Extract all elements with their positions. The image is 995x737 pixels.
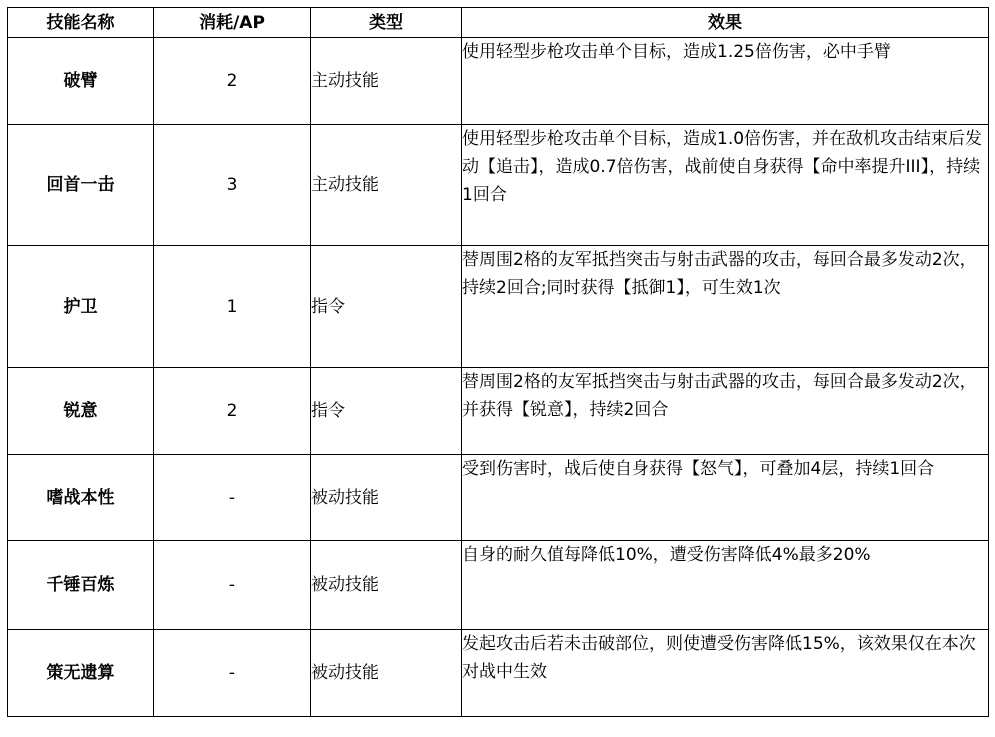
- effect-cell: 发起攻击后若未击破部位，则使遭受伤害降低15%，该效果仅在本次对战中生效: [462, 630, 989, 717]
- skill-type-cell: 指令: [311, 246, 462, 368]
- skill-type-cell: 主动技能: [311, 38, 462, 125]
- table-row: [8, 630, 989, 717]
- header-effect: 效果: [462, 8, 989, 38]
- ap-cost-cell: 2: [154, 38, 311, 125]
- ap-cost-cell: -: [154, 541, 311, 630]
- ap-cost-cell: -: [154, 455, 311, 541]
- effect-cell: 使用轻型步枪攻击单个目标，造成1.25倍伤害，必中手臂: [462, 38, 989, 125]
- skill-name-cell: 护卫: [8, 246, 154, 368]
- skill-name-cell: 嗜战本性: [8, 455, 154, 541]
- table-header-row: [8, 8, 989, 38]
- skills-table: [7, 7, 989, 717]
- header-type: 类型: [311, 8, 462, 38]
- skill-name-cell: 千锤百炼: [8, 541, 154, 630]
- table-row: [8, 455, 989, 541]
- skill-type-cell: 指令: [311, 368, 462, 455]
- table-row: [8, 125, 989, 246]
- ap-cost-cell: -: [154, 630, 311, 717]
- skill-type-cell: 被动技能: [311, 541, 462, 630]
- ap-cost-cell: 3: [154, 125, 311, 246]
- ap-cost-cell: 1: [154, 246, 311, 368]
- skill-type-cell: 主动技能: [311, 125, 462, 246]
- header-skill-name: 技能名称: [8, 8, 154, 38]
- skill-name-cell: 回首一击: [8, 125, 154, 246]
- skill-name-cell: 锐意: [8, 368, 154, 455]
- skill-type-cell: 被动技能: [311, 630, 462, 717]
- table-row: [8, 246, 989, 368]
- ap-cost-cell: 2: [154, 368, 311, 455]
- header-ap-cost: 消耗/AP: [154, 8, 311, 38]
- skill-name-cell: 破臂: [8, 38, 154, 125]
- table-row: [8, 38, 989, 125]
- skill-type-cell: 被动技能: [311, 455, 462, 541]
- skill-name-cell: 策无遗算: [8, 630, 154, 717]
- effect-cell: 自身的耐久值每降低10%，遭受伤害降低4%最多20%: [462, 541, 989, 630]
- effect-cell: 替周围2格的友军抵挡突击与射击武器的攻击，每回合最多发动2次，持续2回合;同时获得【抵御1】，可生效1次: [462, 246, 989, 368]
- effect-cell: 替周围2格的友军抵挡突击与射击武器的攻击，每回合最多发动2次，并获得【锐意】，持续2回合: [462, 368, 989, 455]
- effect-cell: 使用轻型步枪攻击单个目标，造成1.0倍伤害，并在敌机攻击结束后发动【追击】，造成0.7倍伤害，战前使自身获得【命中率提升III】，持续1回合: [462, 125, 989, 246]
- table-row: [8, 368, 989, 455]
- effect-cell: 受到伤害时，战后使自身获得【怒气】，可叠加4层，持续1回合: [462, 455, 989, 541]
- table-row: [8, 541, 989, 630]
